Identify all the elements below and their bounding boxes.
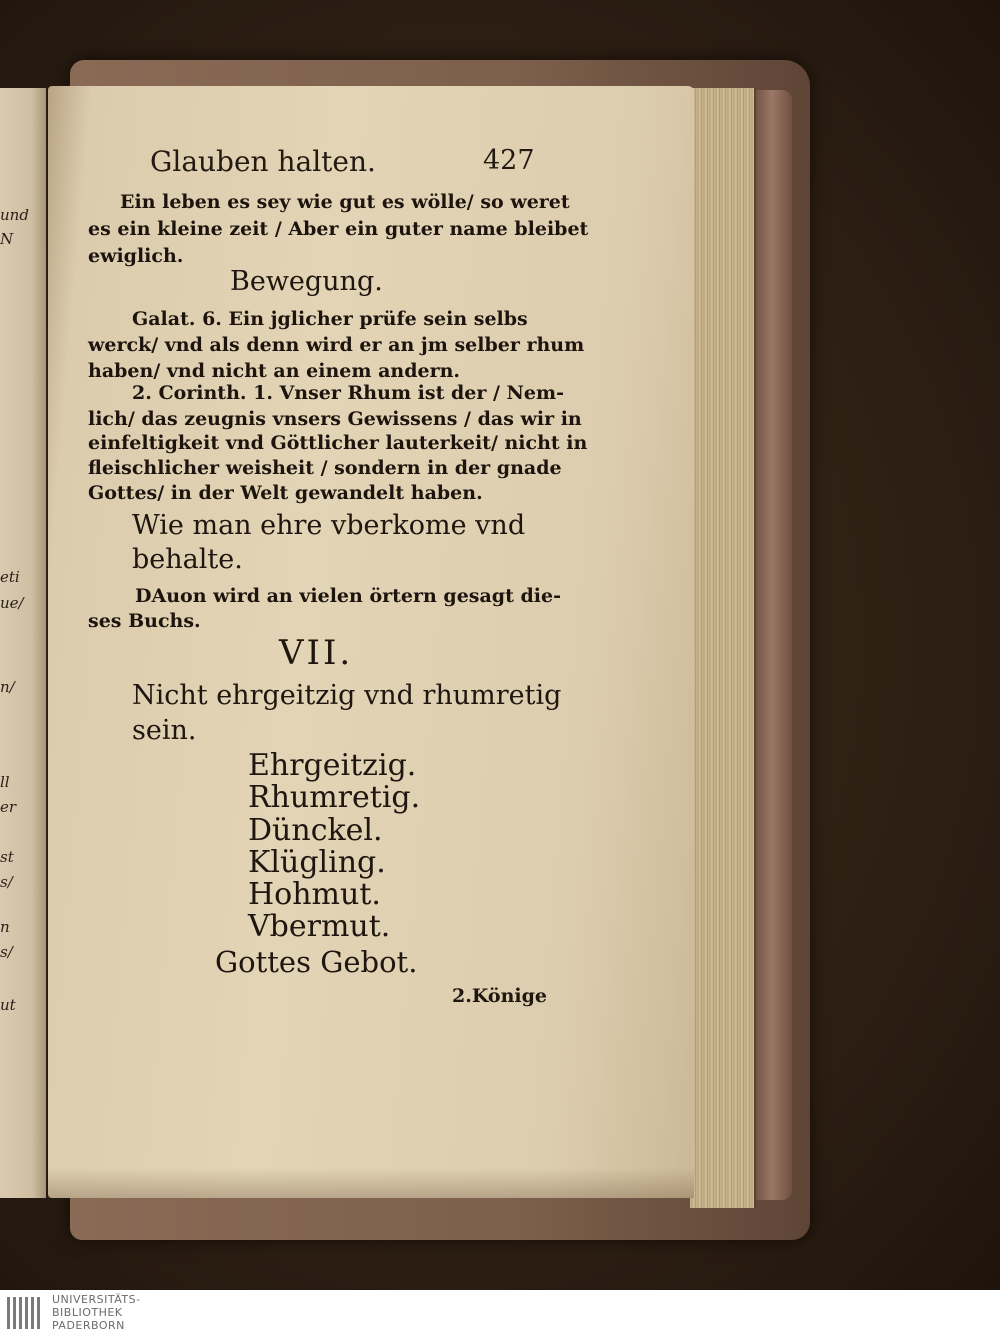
list-item: Rhumretig. <box>248 780 421 815</box>
body-line: einfeltigkeit vnd Göttlicher lauterkeit/ nicht in <box>88 432 588 454</box>
chapter-heading: Nicht ehrgeitzig vnd rhumretig <box>132 680 562 711</box>
book-cover-edge <box>752 90 792 1200</box>
list-item: Dünckel. <box>248 813 383 848</box>
section-heading-bewegung: Bewegung. <box>230 266 383 297</box>
body-line: haben/ vnd nicht an einem andern. <box>88 360 461 382</box>
left-page-fragment: ue/ <box>0 594 24 612</box>
subheading-gebot: Gottes Gebot. <box>215 945 418 979</box>
library-name-line: UNIVERSITÄTS- <box>52 1293 141 1306</box>
chapter-number: VII. <box>279 633 354 673</box>
section-heading-ehre: Wie man ehre vberkome vnd <box>132 510 526 541</box>
chapter-heading-cont: sein. <box>132 715 197 746</box>
running-head: Glauben halten. <box>150 145 376 178</box>
body-line: DAuon wird an vielen örtern gesagt die- <box>135 585 561 607</box>
body-line: Gottes/ in der Welt gewandelt haben. <box>88 482 483 504</box>
left-page-fragment: n/ <box>0 678 15 696</box>
left-page-fragment: s/ <box>0 873 13 891</box>
body-line: fleischlicher weisheit / sondern in der gnade <box>88 457 562 479</box>
section-heading-ehre-cont: behalte. <box>132 544 243 575</box>
page-number: 427 <box>483 145 535 176</box>
left-page <box>0 88 46 1198</box>
library-logo-icon <box>5 1293 45 1333</box>
page-shadow <box>48 1168 694 1198</box>
list-item: Vbermut. <box>248 909 391 944</box>
body-line: es ein kleine zeit / Aber ein guter name bleibet <box>88 218 589 240</box>
library-name-line: PADERBORN <box>52 1319 125 1332</box>
left-page-fragment: n <box>0 918 10 936</box>
left-page-fragment: N <box>0 230 14 248</box>
body-line: lich/ das zeugnis vnsers Gewissens / das wir in <box>88 408 582 430</box>
catchword: 2.Könige <box>452 985 548 1007</box>
left-page-fragment: s/ <box>0 943 13 961</box>
body-line: ses Buchs. <box>88 610 201 632</box>
left-page-fragment: er <box>0 798 17 816</box>
body-line: Galat. 6. Ein jglicher prüfe sein selbs <box>132 308 528 330</box>
body-line: Ein leben es sey wie gut es wölle/ so weret <box>120 191 570 213</box>
library-name-line: BIBLIOTHEK <box>52 1306 123 1319</box>
left-page-fragment: st <box>0 848 14 866</box>
left-page-fragment: eti <box>0 568 20 586</box>
list-item: Hohmut. <box>248 877 381 912</box>
body-line: ewiglich. <box>88 245 184 267</box>
library-name <box>52 1293 141 1332</box>
list-item: Klügling. <box>248 845 386 880</box>
left-page-fragment: ut <box>0 996 16 1014</box>
footer-bar <box>0 1290 1000 1337</box>
left-page-fragment: und <box>0 206 29 224</box>
left-page-fragment: ll <box>0 773 10 791</box>
list-item: Ehrgeitzig. <box>248 748 417 783</box>
body-line: werck/ vnd als denn wird er an jm selber rhum <box>88 334 585 356</box>
page-edges <box>690 88 756 1208</box>
body-line: 2. Corinth. 1. Vnser Rhum ist der / Nem- <box>132 382 564 404</box>
